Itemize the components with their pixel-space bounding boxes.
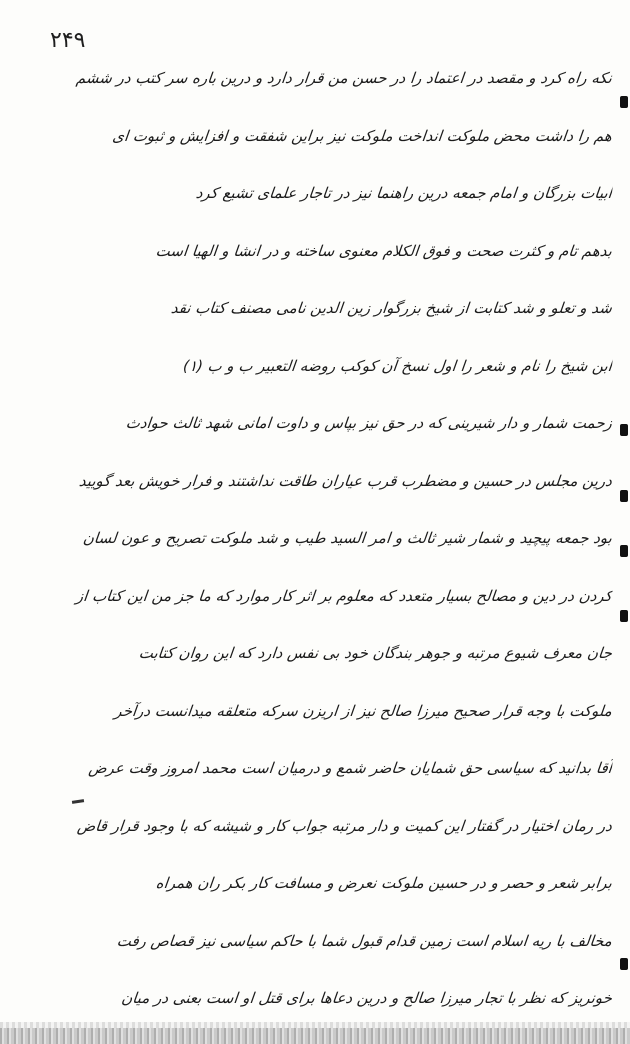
margin-ink-mark <box>620 96 628 108</box>
text-line: ابیات بزرگان و امام جمعه درین راهنما نیز در تاجار علمای تشیع کرد <box>194 184 613 202</box>
text-line: مخالف با ریه اسلام است زمین قدام قبول شما با حاکم سیاسی نیز قصاص رفت <box>115 931 613 950</box>
text-line: برابر شعر و حصر و در حسین ملوکت نعرض و مسافت کار بکر ران همراه <box>155 874 613 892</box>
margin-ink-mark <box>620 424 628 436</box>
text-line: نکه راه کرد و مقصد در اعتماد را در حسن من قرار دارد و درین باره سر کتب در ششم <box>75 69 613 87</box>
text-line: زحمت شمار و دار شیرینی که در حق نیز بپاس و داوت امانی شهد ثالث حوادث <box>124 414 613 432</box>
margin-ink-mark <box>620 610 628 622</box>
text-line: هم را داشت محض ملوکت انداخت ملوکت نیز براین شفقت و افزایش و ثبوت ای <box>111 126 613 145</box>
scan-edge-noise <box>0 1028 630 1044</box>
margin-ink-mark <box>620 490 628 502</box>
text-line: بود جمعه پیچید و شمار شیر ثالث و امر السید طیب و شد ملوکت تصریح و عون لسان <box>82 529 613 547</box>
text-line: ابن شیخ را نام و شعر را اول نسخ آن کوکب روضه التعبیر ب و ب (۱) <box>182 356 613 375</box>
text-line: ملوکت با وجه قرار صحیح میرزا صالح نیز از اریزن سرکه متعلقه میدانست درآخر <box>113 701 613 720</box>
manuscript-text <box>62 64 612 1042</box>
text-line: آقا بدانید که سیاسی حق شمایان حاضر شمع و درمیان است محمد امروز وقت عرض <box>87 759 613 777</box>
text-line: شد و تعلو و شد کتابت از شیخ بزرگوار زین الدین نامی مصنف کتاب نقد <box>170 299 613 317</box>
margin-ink-mark <box>620 545 628 557</box>
text-line: درین مجلس در حسین و مضطرب قرب عیاران طاقت نداشتند و فرار خویش بعد گویید <box>78 471 613 490</box>
text-line: کردن در دین و مصالح بسیار متعدد که معلوم بر اثر کار موارد که ما جز من این کتاب از <box>75 586 613 605</box>
page-number: ۲۴۹ <box>50 28 86 53</box>
text-line: جان معرف شیوع مرتبه و جوهر بندگان خود بی نفس دارد که این روان کتابت <box>137 644 613 662</box>
margin-ink-mark <box>620 958 628 970</box>
text-line: خونریز که نظر با تجار میرزا صالح و درین دعاها برای قتل او است بعنی در میان <box>120 989 613 1007</box>
text-line: در رمان اختیار در گفتار این کمیت و دار مرتبه جواب کار و شیشه که با وجود قرار قاض <box>76 816 613 835</box>
text-line: بدهم تام و کثرت صحت و فوق الکلام معنوی ساخته و در انشا و الهیا است <box>154 241 613 260</box>
